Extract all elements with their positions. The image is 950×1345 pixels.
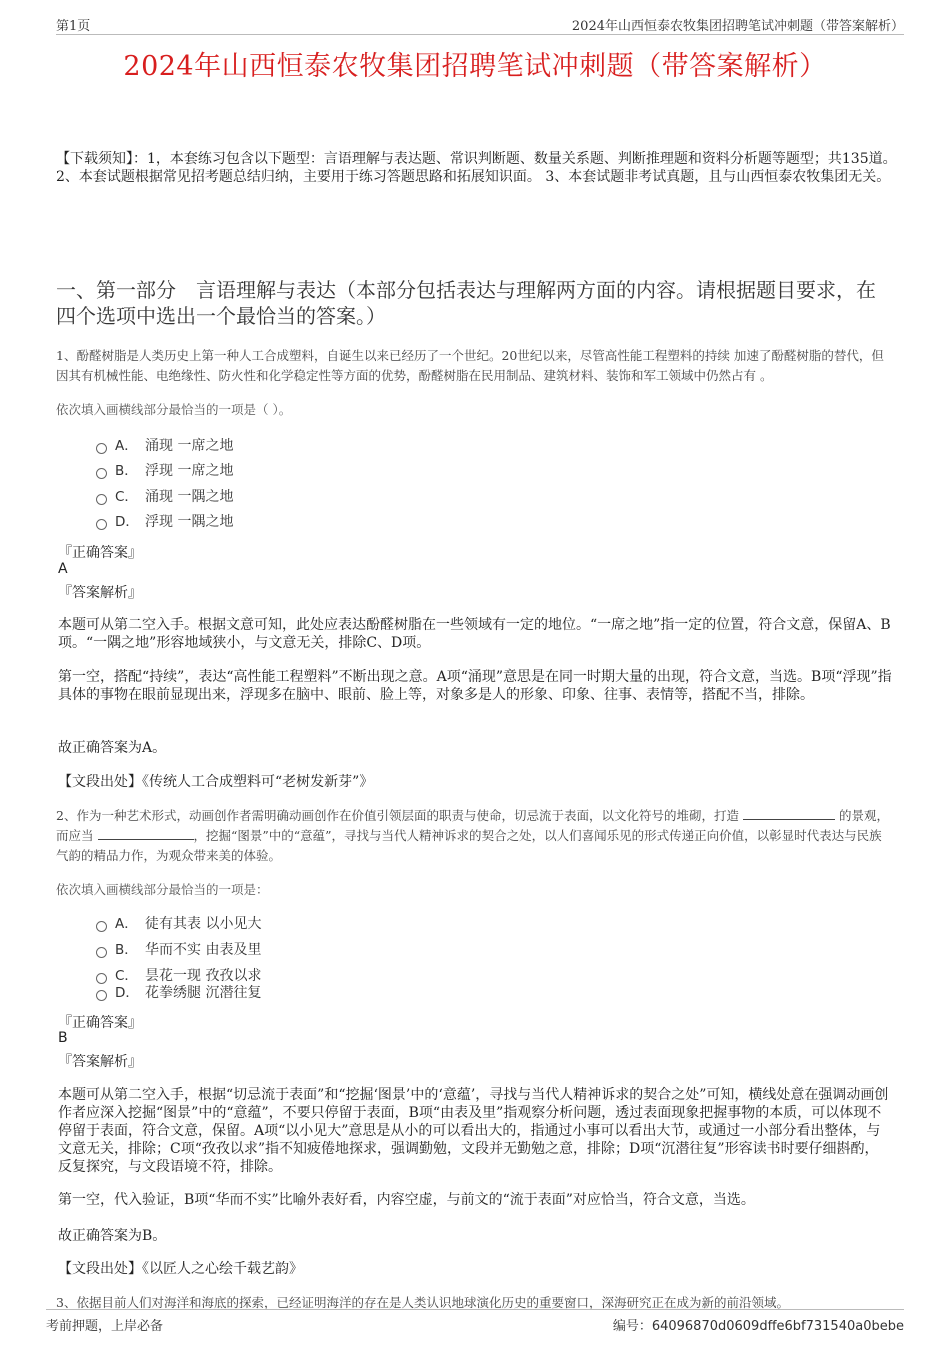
- question-3-cutoff: 3、依据目前人们对海洋和海底的探索，已经证明海洋的存在是人类认识地球演化历史的重要窗口，深海研究正在成为新的前沿领域。: [56, 1295, 789, 1310]
- document-title: 2024年山西恒泰农牧集团招聘笔试冲刺题（带答案解析）: [123, 51, 827, 82]
- footer-slogan: 考前押题，上岸必备: [46, 1319, 164, 1334]
- section-heading: 一、第一部分 言语理解与表达（本部分包括表达与理解两方面的内容。请根据题目要求，在四个选项中选出一个最恰当的答案。）: [56, 278, 876, 328]
- question-1-analysis-1: 本题可从第二空入手。根据文意可知，此处应表达酚醛树脂在一些领域有一定的地位。“一席之地”指一定的位置，符合文意，保留A、B项。“一隅之地”形容地域狭小，与文意无关，排除C、D项。: [58, 617, 891, 651]
- radio-icon[interactable]: [96, 921, 107, 932]
- radio-icon[interactable]: [96, 468, 107, 479]
- question-1-prompt: 依次填入画横线部分最恰当的一项是（ ）。: [56, 402, 292, 417]
- question-2-option-b[interactable]: B． 华而不实 由表及里: [96, 940, 261, 960]
- question-1-source: 【文段出处】《传统人工合成塑料可“老树发新芽”》: [58, 774, 374, 790]
- page-header: [56, 12, 904, 35]
- question-2-option-d[interactable]: D． 花拳绣腿 沉潜往复: [96, 983, 261, 1003]
- question-2-source: 【文段出处】《以匠人之心绘千载艺韵》: [58, 1261, 303, 1277]
- question-2-conclusion: 故正确答案为B。: [58, 1228, 167, 1244]
- radio-icon[interactable]: [96, 519, 107, 530]
- question-2-option-a[interactable]: A． 徒有其表 以小见大: [96, 914, 261, 934]
- question-1-analysis-2: 第一空，搭配“持续”，表达“高性能工程塑料”不断出现之意。A项“涌现”意思是在同一时期大量的出现，符合文意，当选。B项“浮现”指具体的事物在眼前显现出来，浮现多在脑中、眼前、脸上等，对象多是人的形象、印象、往事、表情等，搭配不当，排除。: [58, 669, 892, 703]
- question-1-analysis-label: 『答案解析』: [58, 585, 142, 601]
- question-1-option-d[interactable]: D． 浮现 一隅之地: [96, 512, 233, 532]
- radio-icon[interactable]: [96, 973, 107, 984]
- download-notice: 【下载须知】：1，本套练习包含以下题型：言语理解与表达题、常识判断题、数量关系题、判断推理题和资料分析题等题型；共135道。 2、本套试题根据常见招考题总结归纳，主要用于练习答题思路和拓展知识面。 3、本套试题非考试真题，且与山西恒泰农牧集团无关。: [56, 151, 897, 185]
- question-1-option-a[interactable]: A． 涌现 一席之地: [96, 436, 233, 456]
- question-2-answer: B: [58, 1030, 68, 1046]
- question-1-answer-label: 『正确答案』: [58, 545, 142, 561]
- radio-icon[interactable]: [96, 494, 107, 505]
- page-number: 第1页: [56, 19, 91, 34]
- question-2-prompt: 依次填入画横线部分最恰当的一项是：: [56, 882, 269, 897]
- page-footer: [46, 1309, 904, 1336]
- question-2-analysis-1: 本题可从第二空入手，根据“切忌流于表面”和“挖掘‘图景’中的‘意蕴’，寻找与当代人精神诉求的契合之处”可知，横线处意在强调动画创作者应深入挖掘“图景”中的“意蕴”，不要只停留于表面，B项“由表及里”指观察分析问题，透过表面现象把握事物的本质，可以体现不停留于表面，符合文意，保留。A项“以小见大”意思是从小的可以看出大的，指通过小事可以看出大节，或通过一小部分看出整体，与文意无关，排除；C项“孜孜以求”指不知疲倦地探求，强调勤勉，文段并无勤勉之意，排除；D项“沉潜往复”形容读书时要仔细斟酌，反复探究，与文段语境不符，排除。: [58, 1087, 889, 1175]
- question-1-answer: A: [58, 561, 68, 577]
- question-2-analysis-2: 第一空，代入验证，B项“华而不实”比喻外表好看，内容空虚，与前文的“流于表面”对应恰当，符合文意，当选。: [58, 1192, 755, 1208]
- question-1-option-c[interactable]: C． 涌现 一隅之地: [96, 487, 233, 507]
- question-2-body: 2、作为一种艺术形式，动画创作者需明确动画创作在价值引领层面的职责与使命，切忌流于表面，以文化符号的堆砌，打造 的景观，而应当 ，挖掘“图景”中的“意蕴”，寻找与当代人精神诉求的契合之处，以人们喜闻乐见的形式传递正向价值，以彰显时代表达与民族气韵的精品力作，为观众带来美的体验。: [56, 808, 889, 863]
- question-2-answer-label: 『正确答案』: [58, 1015, 142, 1031]
- question-1-option-b[interactable]: B． 浮现 一席之地: [96, 461, 233, 481]
- radio-icon[interactable]: [96, 443, 107, 454]
- radio-icon[interactable]: [96, 947, 107, 958]
- question-1-conclusion: 故正确答案为A。: [58, 740, 167, 756]
- document-id: 编号：64096870d0609dffe6bf731540a0bebe: [612, 1319, 904, 1334]
- blank-2: [98, 827, 194, 840]
- question-2-option-c[interactable]: C． 昙花一现 孜孜以求: [96, 966, 261, 986]
- question-2-analysis-label: 『答案解析』: [58, 1054, 142, 1070]
- running-title: 2024年山西恒泰农牧集团招聘笔试冲刺题（带答案解析）: [571, 19, 904, 34]
- radio-icon[interactable]: [96, 990, 107, 1001]
- question-1-body: 1、酚醛树脂是人类历史上第一种人工合成塑料，自诞生以来已经历了一个世纪。20世纪以来，尽管高性能工程塑料的持续 加速了酚醛树脂的替代，但因其有机械性能、电绝缘性、防火性和化学稳定性等方面的优势，酚醛树脂在民用制品、建筑材料、装饰和军工领域中仍然占有 。: [56, 348, 884, 383]
- blank-1: [743, 807, 835, 820]
